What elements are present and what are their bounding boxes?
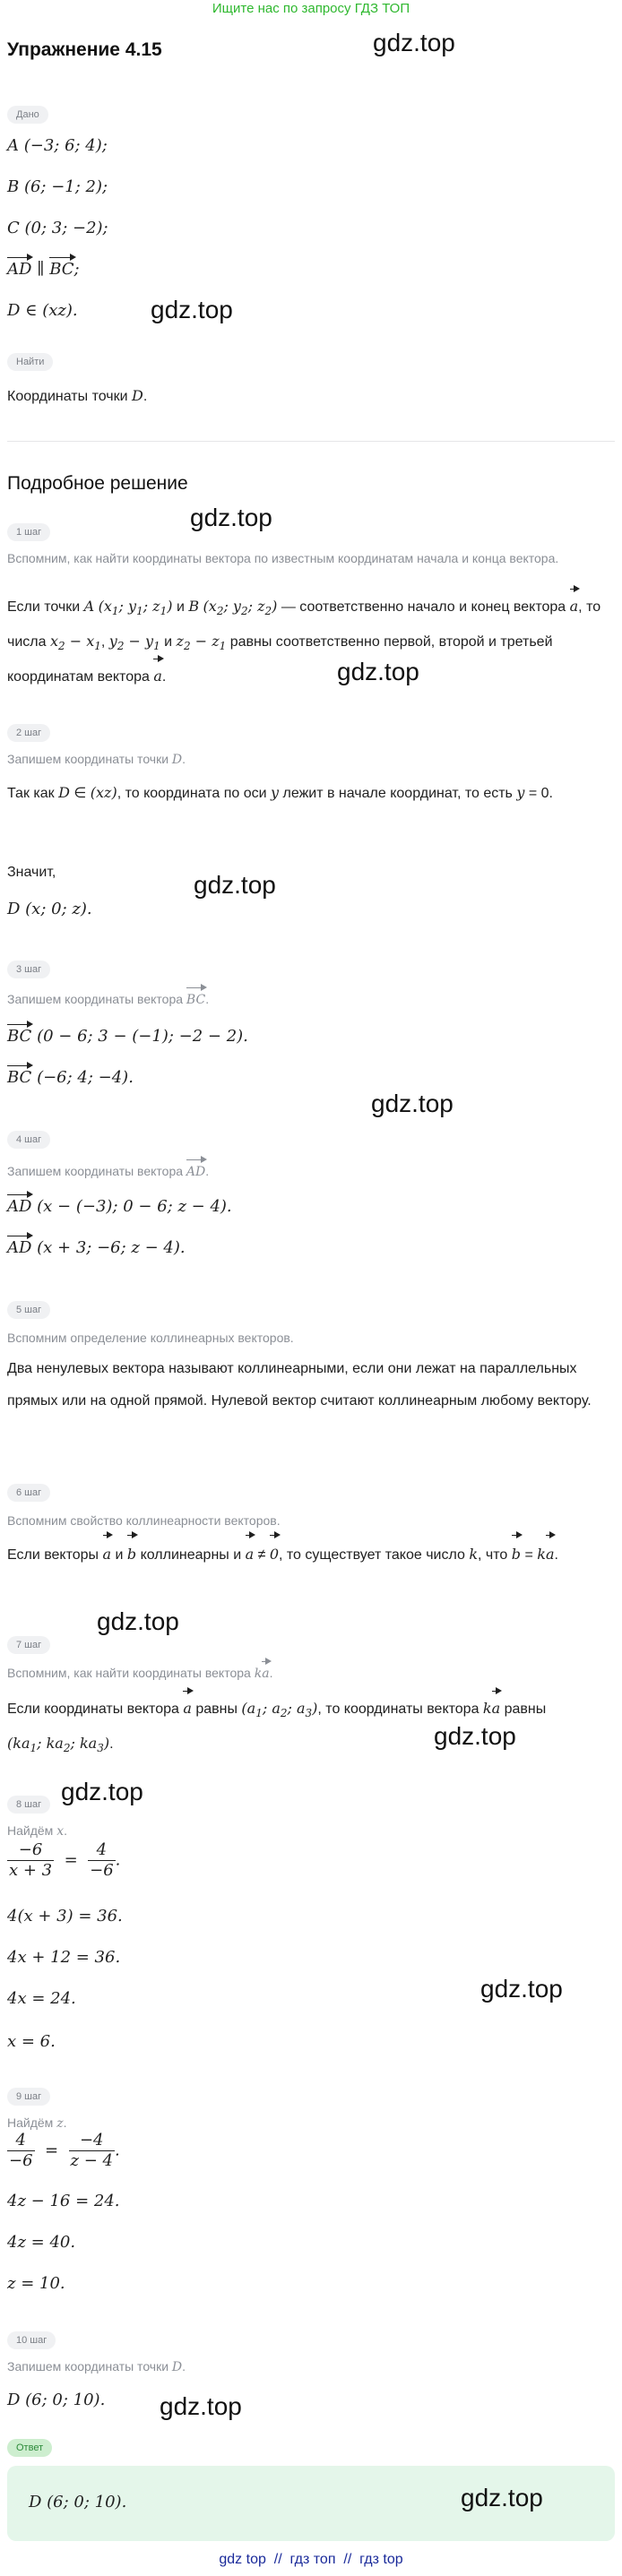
step-4-hint: Запишем координаты вектора AD. bbox=[7, 1161, 209, 1182]
step-10-hint: Запишем координаты точки D. bbox=[7, 2359, 186, 2374]
step-8-line-3: 4x = 24. bbox=[7, 1989, 76, 2008]
step-6-pill: 6 шаг bbox=[7, 1484, 50, 1502]
page-title: Упражнение 4.15 bbox=[7, 39, 162, 60]
given-pill bbox=[7, 106, 48, 124]
step-3-pill: 3 шаг bbox=[7, 961, 50, 978]
step-2-hint: Запишем координаты точки D. bbox=[7, 752, 186, 767]
step-4-line-1: AD (x − (−3); 0 − 6; z − 4). bbox=[7, 1197, 232, 1216]
watermark: gdz.top bbox=[160, 2392, 242, 2420]
step-9-hint: Найдём z. bbox=[7, 2115, 67, 2131]
watermark: gdz.top bbox=[61, 1778, 143, 1805]
step-9-pill: 9 шаг bbox=[7, 2088, 50, 2106]
step-8-line-2: 4x + 12 = 36. bbox=[7, 1948, 121, 1967]
step-1-pill: 1 шаг bbox=[7, 523, 50, 541]
step-9-proportion: $\frac{4}{-6}$ = $\frac{-4}{z - 4}$ . bbox=[9, 2131, 120, 2170]
step-9-line-1: 4z − 16 = 24. bbox=[7, 2192, 120, 2210]
step-7-text: Если координаты вектора a равны ($a_1$; $a_2$; $a_3$), то координаты вектора ka равны ($ka_1$; $ka_2$; $ka_3$). bbox=[7, 1693, 613, 1763]
step-8-proportion: $\frac{-6}{x + 3}$ = $\frac{4}{-6}$ . bbox=[9, 1840, 121, 1880]
step-9-line-3: z = 10. bbox=[7, 2274, 65, 2293]
find-pill bbox=[7, 353, 53, 371]
watermark: gdz.top bbox=[190, 504, 272, 531]
given-c: C (0; 3; −2); bbox=[7, 219, 108, 237]
step-7-pill: 7 шаг bbox=[7, 1636, 50, 1654]
step-2-result: D (x; 0; z). bbox=[7, 900, 92, 918]
step-1-hint: Вспомним, как найти координаты вектора по известным координатам начала и конца вектора. bbox=[7, 551, 559, 565]
step-2-text: Так как D ∈ (xz), то координата по оси y лежит в начале координат, то есть y = 0. bbox=[7, 784, 553, 801]
answer-pill: Ответ bbox=[7, 2439, 52, 2457]
step-4-line-2: AD (x + 3; −6; z − 4). bbox=[7, 1238, 186, 1257]
answer-text: D (6; 0; 10). bbox=[29, 2493, 127, 2511]
step-2-pill: 2 шаг bbox=[7, 724, 50, 742]
given-b: B (6; −1; 2); bbox=[7, 177, 108, 196]
step-7-hint: Вспомним, как найти координаты вектора ka. bbox=[7, 1663, 272, 1684]
watermark: gdz.top bbox=[480, 1975, 563, 2003]
step-8-pill: 8 шаг bbox=[7, 1796, 50, 1814]
step-5-pill: 5 шаг bbox=[7, 1301, 50, 1319]
watermark: gdz.top bbox=[373, 29, 455, 56]
given-a: A (−3; 6; 4); bbox=[7, 136, 108, 155]
step-8-line-4: x = 6. bbox=[7, 2032, 56, 2051]
watermark: gdz.top bbox=[194, 871, 276, 899]
find-label: Найти bbox=[7, 353, 53, 371]
watermark: gdz.top bbox=[461, 2484, 543, 2511]
given-parallel: AD ∥ BC; bbox=[7, 260, 80, 279]
step-2-then: Значит, bbox=[7, 865, 56, 880]
watermark: gdz.top bbox=[97, 1607, 179, 1635]
step-6-text: Если векторы a и b коллинеарны и a ≠ 0, то существует такое число k, что b = ka. bbox=[7, 1538, 613, 1572]
step-4-pill: 4 шаг bbox=[7, 1131, 50, 1149]
top-banner[interactable]: Ищите нас по запросу ГДЗ ТОП bbox=[212, 1, 410, 16]
given-label: Дано bbox=[7, 106, 48, 124]
find-text: Координаты точки D. bbox=[7, 387, 148, 404]
footer-links[interactable]: gdz top // гдз топ // гдз top bbox=[219, 2552, 403, 2567]
step-8-line-1: 4(x + 3) = 36. bbox=[7, 1907, 123, 1926]
step-5-text: Два ненулевых вектора называют коллинеарными, если они лежат на параллельных прямых или на одной прямой. Нулевой вектор считают коллинеарным любому вектору. bbox=[7, 1361, 592, 1409]
step-8-hint: Найдём x. bbox=[7, 1823, 67, 1839]
solution-title: Подробное решение bbox=[7, 473, 188, 494]
step-6-hint: Вспомним свойство коллинеарности векторов. bbox=[7, 1513, 281, 1528]
step-10-pill: 10 шаг bbox=[7, 2331, 56, 2349]
step-3-line-1: BC (0 − 6; 3 − (−1); −2 − 2). bbox=[7, 1027, 248, 1046]
step-1-text: Если точки A ($x_1$; $y_1$; $z_1$) и B ($x_2$; $y_2$; $z_2$) — соответственно начало и конец вектора a, то числа $x_2 - x_1$, $y_2 - y_1$ и $z_2 - z_1$ равны соответственно первой, второй и третьей координатам вектора a. bbox=[7, 591, 613, 693]
watermark: gdz.top bbox=[337, 658, 419, 685]
watermark: gdz.top bbox=[434, 1722, 516, 1750]
step-10-result: D (6; 0; 10). bbox=[7, 2391, 106, 2409]
step-3-hint: Запишем координаты вектора BC. bbox=[7, 989, 209, 1010]
divider bbox=[7, 441, 615, 442]
step-5-hint: Вспомним определение коллинеарных векторов. bbox=[7, 1331, 294, 1345]
watermark: gdz.top bbox=[371, 1090, 454, 1117]
watermark: gdz.top bbox=[151, 296, 233, 323]
given-d: D ∈ (xz). bbox=[7, 301, 78, 320]
step-3-line-2: BC (−6; 4; −4). bbox=[7, 1068, 134, 1087]
step-9-line-2: 4z = 40. bbox=[7, 2233, 76, 2252]
